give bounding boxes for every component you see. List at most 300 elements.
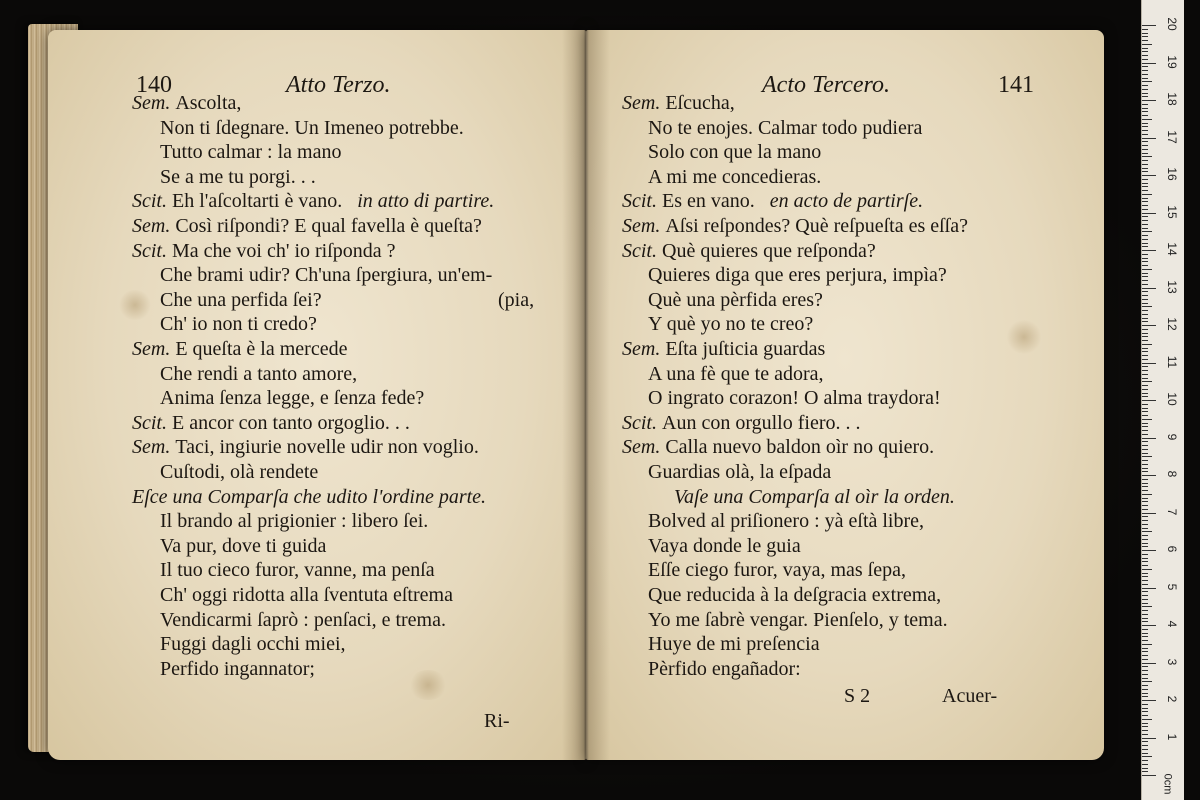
right-page [586,30,1104,760]
ruler-tick [1142,175,1156,176]
stage-direction: Vaſe una Comparſa al oìr la orden. [674,485,955,508]
ruler-tick [1142,393,1148,394]
ruler-tick [1142,486,1148,487]
ruler-tick [1142,531,1152,532]
ruler-tick [1142,85,1148,86]
ruler-tick [1142,179,1148,180]
ruler-tick [1142,726,1148,727]
ruler-tick [1142,554,1148,555]
ruler-tick [1142,426,1148,427]
text-line [648,385,941,411]
ruler-tick [1142,250,1156,251]
ruler-tick [1142,524,1148,525]
ruler-tick [1142,438,1156,439]
ruler-tick [1142,569,1152,570]
verse-text: Se a me tu porgi. . . [160,165,316,188]
verse-text: Es en vano. [662,190,755,213]
ruler-tick [1142,321,1148,322]
text-line [132,484,486,510]
ruler-tick [1142,138,1156,139]
ruler-number: 4 [1165,620,1179,628]
ruler-tick [1142,520,1148,521]
text-line [648,656,801,682]
text-line [132,410,410,436]
verse-text: Ch' io non ti credo? [160,313,317,336]
verse-text: Che brami udir? Ch'una ſpergiura, un'em- [160,264,493,287]
text-line [160,557,435,583]
ruler-tick [1142,318,1148,319]
ruler-tick [1142,239,1148,240]
ruler-tick [1142,603,1148,604]
ruler-tick [1142,378,1148,379]
ruler-tick [1142,186,1148,187]
text-line [648,533,801,559]
text-line [132,238,396,264]
verse-text: Quieres diga que eres perjura, impìa? [648,264,947,287]
signature-mark: S 2 [844,685,871,707]
ruler-tick [1142,213,1156,214]
ruler-tick [1142,385,1148,386]
verse-text: Eh l'aſcoltarti è vano. [172,190,343,213]
measuring-ruler [1141,0,1184,800]
ruler-tick [1142,156,1152,157]
text-line [132,213,482,239]
ruler-number: 16 [1165,167,1179,181]
paper-stain [118,290,152,320]
ruler-tick [1142,291,1148,292]
left-page-number: 140 [136,72,172,98]
ruler-tick [1142,243,1148,244]
ruler-tick [1142,723,1148,724]
text-line [622,434,934,460]
ruler-tick [1142,764,1148,765]
ruler-tick [1142,666,1148,667]
ruler-tick [1142,314,1148,315]
verse-text: Calla nuevo baldon oìr no quiero. [665,436,935,459]
ruler-tick [1142,51,1148,52]
speaker-label: Scit. [622,239,662,262]
text-line [160,656,315,682]
ruler-tick [1142,468,1148,469]
ruler-tick [1142,689,1148,690]
ruler-tick [1142,288,1156,289]
ruler-tick [1142,359,1148,360]
verse-text: Va pur, dove ti guida [160,534,327,557]
text-line [160,361,357,387]
text-line [160,459,318,485]
ruler-number: 5 [1165,583,1179,590]
ruler-tick [1142,501,1148,502]
ruler-tick [1142,351,1148,352]
ruler-tick [1142,78,1148,79]
ruler-tick [1142,434,1148,435]
verse-text: Vendicarmi ſaprò : penſaci, e trema. [160,608,446,631]
verse-text: Que reducida à la deſgracia extrema, [648,584,942,606]
verse-text: Pèrfido engañador: [648,657,801,680]
text-line [648,311,813,337]
text-line [648,115,922,141]
ruler-tick [1142,449,1148,450]
text-line [648,607,948,633]
ruler-number: 8 [1165,470,1179,478]
verse-text: Perfido ingannator; [160,657,315,680]
ruler-tick [1142,134,1148,135]
ruler-tick [1142,471,1148,472]
ruler-tick [1142,636,1148,637]
text-line [648,139,821,165]
ruler-number: 3 [1165,658,1179,665]
ruler-tick [1142,704,1148,705]
ruler-tick [1142,678,1148,679]
speaker-label: Scit. [622,411,662,434]
ruler-number: 13 [1165,279,1179,294]
verse-text: Bolved al priſionero : yà eſtà libre, [648,510,925,533]
text-line [622,336,825,362]
ruler-tick [1142,205,1148,206]
ruler-tick [1142,546,1148,547]
ruler-tick [1142,269,1152,270]
ruler-tick [1142,168,1148,169]
ruler-tick [1142,160,1148,161]
speaker-label: Sem. [132,338,176,360]
text-line [160,311,317,337]
ruler-tick [1142,396,1148,397]
ruler-tick [1142,633,1148,634]
ruler-tick [1142,74,1148,75]
ruler-tick [1142,516,1148,517]
ruler-tick [1142,685,1148,686]
text-line [622,238,876,264]
text-line [648,631,820,657]
ruler-tick [1142,629,1148,630]
verse-text: A mi me concedieras. [648,165,822,188]
verse-text: Che una perfida ſei? [160,288,322,311]
verse-text: Aun con orgullo fiero. . . [662,411,861,434]
speaker-label: Sem. [132,92,176,114]
ruler-tick [1142,576,1148,577]
text-line [648,361,823,387]
ruler-tick [1142,198,1148,199]
ruler-tick [1142,561,1148,562]
ruler-tick [1142,734,1148,735]
ruler-tick [1142,749,1148,750]
verse-text: Guardias olà, la eſpada [648,461,832,483]
verse-text: Anima ſenza legge, e ſenza fede? [160,387,425,410]
text-line [648,262,947,288]
text-line [132,434,479,460]
paper-stain [408,670,448,700]
ruler-tick [1142,108,1148,109]
verse-text: Fuggi dagli occhi miei, [160,633,346,656]
ruler-tick [1142,404,1148,405]
ruler-tick [1142,126,1148,127]
ruler-tick [1142,149,1148,150]
ruler-tick [1142,460,1148,461]
ruler-number: 17 [1165,129,1179,144]
ruler-tick [1142,700,1156,701]
text-line [648,287,823,313]
ruler-tick [1142,528,1148,529]
ruler-tick [1142,100,1156,101]
speaker-label: Sem. [622,436,666,459]
ruler-tick [1142,209,1148,210]
ruler-tick [1142,123,1148,124]
ruler-tick [1142,573,1148,574]
text-line [132,336,347,362]
text-line [160,164,316,190]
ruler-tick [1142,464,1148,465]
ruler-tick [1142,494,1152,495]
ruler-tick [1142,498,1148,499]
ruler-tick [1142,201,1148,202]
ruler-tick [1142,44,1152,45]
ruler-tick [1142,303,1148,304]
speaker-label: Sem. [622,215,666,237]
text-line [622,90,735,116]
ruler-tick [1142,295,1148,296]
text-line [160,287,322,313]
ruler-tick [1142,595,1148,596]
ruler-tick [1142,348,1148,349]
ruler-number: 10 [1165,392,1179,406]
ruler-tick [1142,621,1148,622]
ruler-tick [1142,430,1148,431]
verse-text: A una fè que te adora, [648,362,824,385]
left-page [48,30,586,760]
ruler-tick [1142,329,1148,330]
verse-text: Ascolta, [175,92,242,114]
ruler-tick [1142,261,1148,262]
ruler-tick [1142,280,1148,281]
ruler-tick [1142,25,1156,26]
ruler-tick [1142,550,1156,551]
ruler-tick [1142,363,1156,364]
ruler-tick [1142,355,1148,356]
ruler-tick [1142,415,1148,416]
ruler-tick [1142,246,1148,247]
ruler-tick [1142,711,1148,712]
left-running-head: Atto Terzo. [286,72,391,98]
ruler-tick [1142,400,1156,401]
verse-text: Ch' oggi ridotta alla ſventuta eſtrema [160,584,453,606]
ruler-tick [1142,273,1148,274]
ruler-number: 14 [1165,242,1179,256]
speaker-label: Scit. [622,190,662,213]
verse-text: Il tuo cieco furor, vanne, ma penſa [160,559,435,582]
ruler-tick [1142,111,1148,112]
verse-text: Eſcucha, [665,92,735,114]
ruler-tick [1142,715,1148,716]
verse-text: Y què yo no te creo? [648,313,814,336]
speaker-label: Sem. [132,436,176,459]
text-line [160,385,424,411]
ruler-tick [1142,584,1148,585]
ruler-tick [1142,648,1148,649]
ruler-tick [1142,336,1148,337]
ruler-tick [1142,325,1156,326]
ruler-tick [1142,614,1148,615]
ruler-tick [1142,441,1148,442]
ruler-tick [1142,344,1152,345]
text-line [160,631,346,657]
ruler-tick [1142,730,1148,731]
ruler-tick [1142,760,1148,761]
speaker-label: Scit. [132,411,172,434]
ruler-tick [1142,775,1156,776]
ruler-tick [1142,659,1148,660]
ruler-tick [1142,591,1148,592]
ruler-tick [1142,164,1148,165]
right-catchword: Acuer- [942,685,998,707]
ruler-tick [1142,708,1148,709]
ruler-tick [1142,81,1152,82]
verse-text: E ancor con tanto orgoglio. . . [172,411,410,434]
verse-text: Il brando al prigionier : libero ſei. [160,510,429,533]
verse-text: Eſſe ciego furor, vaya, mas ſepa, [648,559,906,582]
ruler-tick [1142,696,1148,697]
ruler-tick [1142,228,1148,229]
ruler-tick [1142,115,1148,116]
ruler-number: 2 [1165,695,1179,703]
ruler-tick [1142,588,1156,589]
ruler-tick [1142,183,1148,184]
stage-direction: en acto de partirſe. [764,190,924,213]
ruler-tick [1142,70,1148,71]
ruler-tick [1142,265,1148,266]
ruler-tick [1142,644,1152,645]
ruler-number: 20 [1165,17,1179,31]
ruler-tick [1142,194,1152,195]
ruler-tick [1142,370,1148,371]
speaker-label: Sem. [132,215,176,237]
text-line [648,459,831,485]
ruler-tick [1142,475,1156,476]
ruler-tick [1142,419,1152,420]
speaker-label: Sem. [622,338,666,360]
ruler-tick [1142,29,1148,30]
ruler-tick [1142,719,1152,720]
ruler-tick [1142,651,1148,652]
text-line [622,410,861,436]
ruler-tick [1142,306,1152,307]
ruler-tick [1142,693,1148,694]
verse-text: E queſta è la mercede [175,338,348,360]
ruler-number: 11 [1165,355,1179,368]
verse-text: Non ti ſdegnare. Un Imeneo potrebbe. [160,116,464,139]
ruler-tick [1142,224,1148,225]
ruler-tick [1142,171,1148,172]
text-line [160,582,453,608]
ruler-tick [1142,753,1148,754]
ruler-tick [1142,145,1148,146]
ruler-tick [1142,340,1148,341]
ruler-tick [1142,599,1148,600]
left-catchword: Ri- [484,710,510,732]
text-line [160,139,341,165]
ruler-tick [1142,535,1148,536]
ruler-tick [1142,509,1148,510]
ruler-tick [1142,670,1148,671]
ruler-tick [1142,254,1148,255]
text-line [622,213,968,239]
ruler-tick [1142,655,1148,656]
verse-text: Cuſtodi, olà rendete [160,461,319,483]
ruler-tick [1142,411,1148,412]
verse-text: Eſta juſticia guardas [665,338,826,360]
text-line [648,557,906,583]
ruler-tick [1142,55,1148,56]
ruler-tick [1142,66,1148,67]
verse-text: Ma che voi ch' io riſponda ? [172,239,396,262]
ruler-tick [1142,558,1148,559]
stage-direction: in atto di partire. [352,190,495,213]
ruler-tick [1142,235,1148,236]
ruler-tick [1142,33,1148,34]
ruler-tick [1142,36,1148,37]
ruler-tick [1142,618,1148,619]
ruler-tick [1142,674,1148,675]
verse-text: Aſsi reſpondes? Què reſpueſta es eſſa? [665,215,968,237]
ruler-tick [1142,423,1148,424]
verse-text: Què quieres que reſponda? [662,239,876,262]
ruler-tick [1142,119,1152,120]
ruler-tick [1142,381,1152,382]
ruler-number: 18 [1165,92,1179,106]
ruler-number: 12 [1165,317,1179,331]
text-line [648,164,821,190]
text-line [674,484,955,510]
ruler-tick [1142,453,1148,454]
ruler-tick [1142,513,1156,514]
ruler-tick [1142,190,1148,191]
verse-text: No te enojes. Calmar todo pudiera [648,116,923,139]
ruler-tick [1142,745,1148,746]
ruler-tick [1142,216,1148,217]
verse-text: Taci, ingiurie novelle udir non voglio. [175,436,479,459]
ruler-number: 15 [1165,204,1179,219]
ruler-tick [1142,153,1148,154]
ruler-tick [1142,610,1148,611]
text-line [648,582,941,608]
ruler-tick [1142,663,1156,664]
ruler-number: 1 [1165,733,1179,740]
ruler-tick [1142,543,1148,544]
speaker-label: Sem. [622,92,666,114]
ruler-tick [1142,771,1148,772]
text-line [132,90,241,116]
verse-text: Yo me ſabrè vengar. Pienſelo, y tema. [648,608,948,631]
verse-text: Vaya donde le guia [648,534,801,557]
text-line [648,508,924,534]
ruler-tick [1142,738,1156,739]
verse-text: Huye de mi preſencia [648,633,820,656]
ruler-tick [1142,681,1152,682]
ruler-tick [1142,408,1148,409]
ruler-tick [1142,48,1148,49]
ruler-tick [1142,606,1152,607]
ruler-tick [1142,756,1152,757]
ruler-tick [1142,130,1148,131]
ruler-tick [1142,539,1148,540]
text-line [622,188,923,214]
paper-stain [1006,320,1042,354]
ruler-tick [1142,565,1148,566]
ruler-tick [1142,768,1148,769]
ruler-tick [1142,93,1148,94]
ruler-tick [1142,276,1148,277]
speaker-label: Scit. [132,190,172,213]
ruler-tick [1142,580,1148,581]
